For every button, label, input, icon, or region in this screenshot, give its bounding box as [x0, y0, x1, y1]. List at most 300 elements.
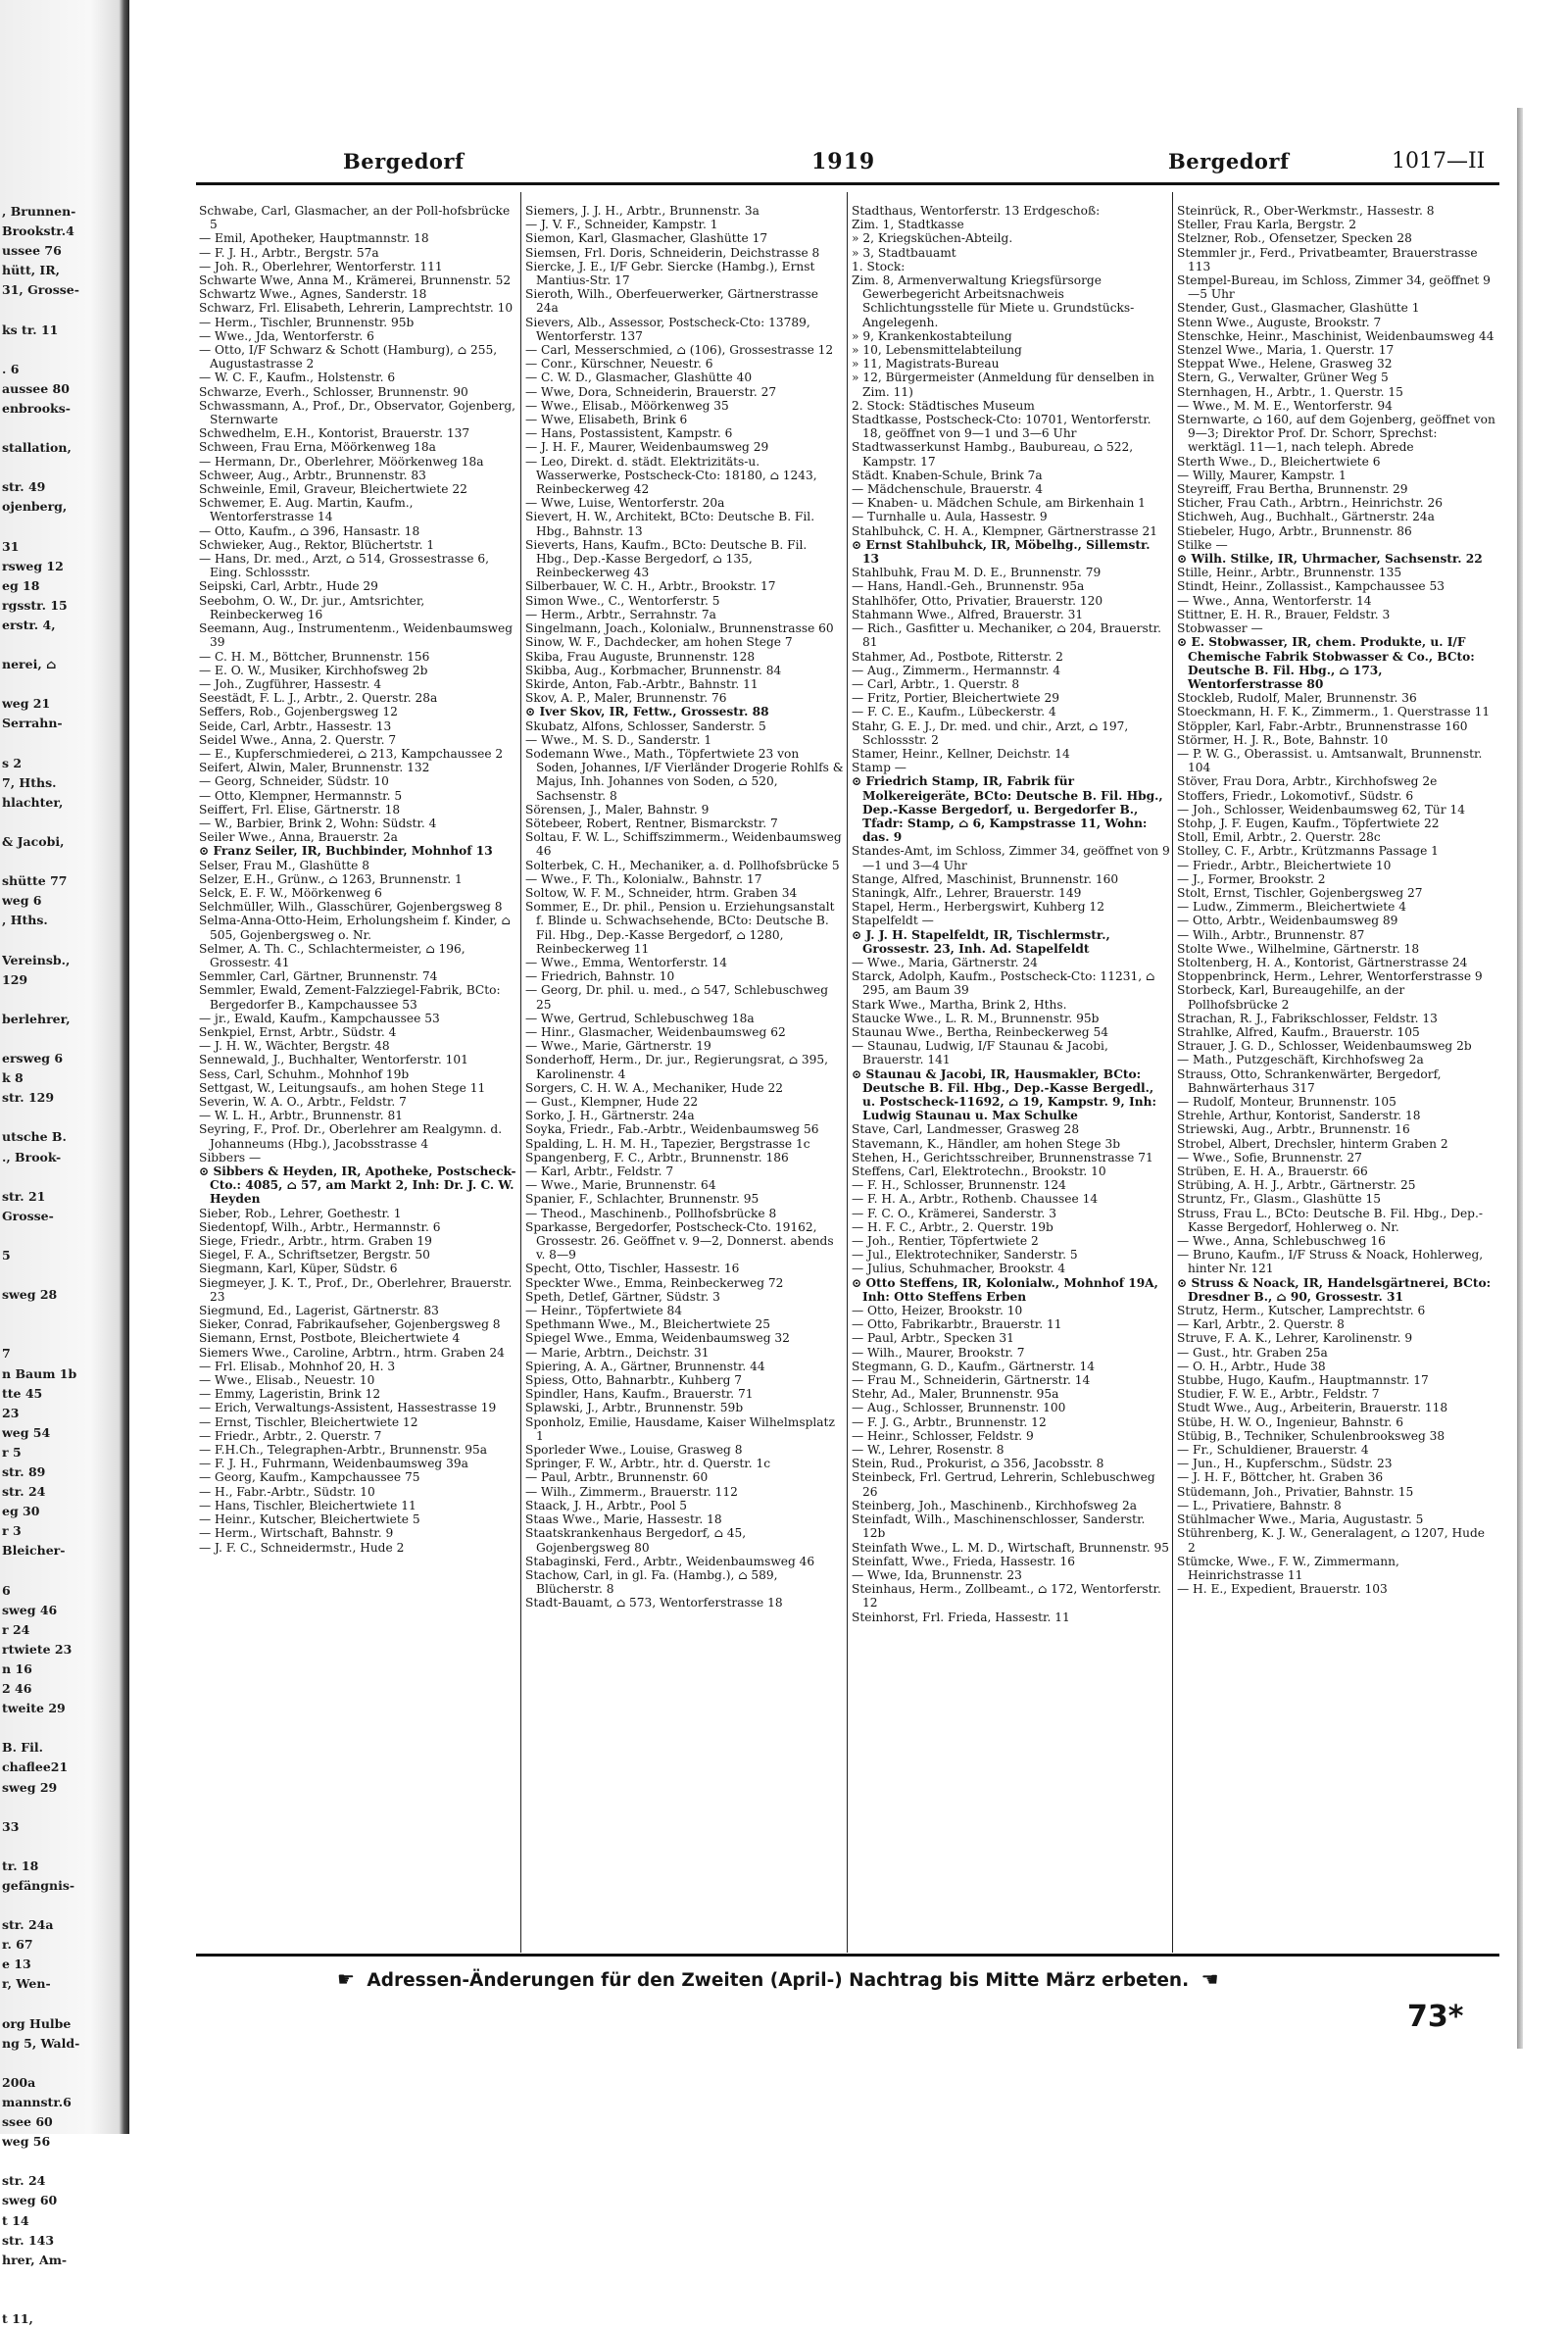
directory-entry: — L., Privatiere, Bahnstr. 8	[1177, 1498, 1342, 1512]
directory-entry: — Karl, Arbtr., Feldstr. 7	[525, 1164, 674, 1179]
directory-entry: Stühlmacher Wwe., Maria, Augustastr. 5	[1177, 1512, 1424, 1527]
directory-entry: Stamp —	[852, 761, 906, 775]
directory-entry: ⊙ Struss & Noack, IR, Handelsgärtnerei, BCto: Dresdner B., ⌂ 90, Grossestr. 31	[1177, 1275, 1492, 1304]
directory-entry: Stilke —	[1177, 537, 1228, 552]
fragment-line: stallation,	[2, 440, 72, 456]
directory-entry: ⊙ Friedrich Stamp, IR, Fabrik für Molkereigeräte, BCto: Deutsche B. Fil. Hbg., Dep.-Kasse Bergedorf, u. Bergedorfer B., Tfadr: Stamp, ⌂ 6, Kampstrasse 11, Wohn: das. 9	[852, 774, 1163, 845]
directory-entry: Seebohm, O. W., Dr. jur., Amtsrichter, Reinbeckerweg 16	[199, 593, 425, 621]
directory-entry: — Wwe, Dora, Schneiderin, Brauerstr. 27	[525, 384, 777, 399]
directory-entry: — Jun., H., Kupferschm., Südstr. 23	[1177, 1457, 1393, 1471]
directory-entry: — Wwe., Anna, Schlebuschweg 16	[1177, 1234, 1386, 1249]
fragment-line: ssee 60	[2, 2114, 53, 2130]
directory-entry: — O. H., Arbtr., Hude 38	[1177, 1359, 1326, 1373]
fragment-line: ussee 76	[2, 243, 62, 259]
column-divider	[1172, 192, 1173, 1953]
directory-entry: Selser, Frau M., Glashütte 8	[199, 858, 370, 872]
directory-entry: ⊙ Sibbers & Heyden, IR, Apotheke, Postscheck-Cto.: 4085, ⌂ 57, am Markt 2, Inh: Dr. J. C. W. Heyden	[199, 1164, 516, 1207]
directory-entry: Sievers, Alb., Assessor, Postscheck-Cto: 13789, Wentorferstr. 137	[525, 315, 810, 343]
directory-entry: Springer, F. W., Arbtr., htr. d. Querstr. 1c	[525, 1457, 771, 1471]
fragment-line: weg 56	[2, 2134, 51, 2150]
directory-column-1	[199, 204, 517, 1949]
directory-entry: Spiegel Wwe., Emma, Weidenbaumsweg 32	[525, 1331, 790, 1346]
directory-entry: Singelmann, Joach., Kolonialw., Brunnenstrasse 60	[525, 621, 834, 636]
directory-entry: Skov, A. P., Maler, Brunnenstr. 76	[525, 691, 727, 706]
previous-page-fragment	[2, 202, 118, 2329]
directory-entry: Stahlbuhk, Frau M. D. E., Brunnenstr. 79	[852, 566, 1102, 580]
directory-entry: Siegmund, Ed., Lagerist, Gärtnerstr. 83	[199, 1304, 439, 1318]
fragment-line	[2, 2290, 118, 2309]
directory-entry: Struss, Frau L., BCto: Deutsche B. Fil. Hbg., Dep.-Kasse Bergedorf, Hohlerweg o. Nr.	[1177, 1206, 1483, 1234]
directory-entry: — Wwe., Emma, Wentorferstr. 14	[525, 955, 727, 969]
fragment-line	[2, 419, 118, 438]
directory-entry: Seifert, Alwin, Maler, Brunnenstr. 132	[199, 761, 430, 775]
directory-entry: Soltau, F. W. L., Schiffszimmerm., Weidenbaumsweg 46	[525, 830, 842, 859]
fragment-line	[2, 2270, 118, 2290]
fragment-line	[2, 852, 118, 871]
directory-entry: Skubatz, Alfons, Schlosser, Sanderstr. 5	[525, 719, 766, 733]
directory-entry: — E. O. W., Musiker, Kirchhofsweg 2b	[199, 663, 428, 677]
directory-entry: — Gust., Klempner, Hude 22	[525, 1095, 699, 1109]
fragment-line: utsche B.	[2, 1129, 67, 1145]
directory-entry: » 2, Kriegsküchen-Abteilg.	[852, 231, 1013, 246]
fragment-line: r 3	[2, 1523, 22, 1539]
fragment-line: sweg 46	[2, 1602, 58, 1617]
directory-entry: Striewski, Aug., Arbtr., Brunnenstr. 16	[1177, 1122, 1410, 1137]
directory-entry: Stolt, Ernst, Tischler, Gojenbergsweg 27	[1177, 885, 1423, 900]
directory-entry: Steinberg, Joh., Maschinenb., Kirchhofsweg 2a	[852, 1498, 1137, 1512]
fragment-line: 31, Grosse-	[2, 282, 79, 298]
directory-entry: Sinow, W. F., Dachdecker, am hohen Stege 7	[525, 635, 793, 650]
directory-entry: Siegmann, Karl, Küper, Südstr. 6	[199, 1262, 398, 1276]
directory-entry: — Wwe., Elisab., Möörkenweg 35	[525, 398, 729, 413]
fragment-line: str. 49	[2, 479, 46, 495]
fragment-line: e 13	[2, 1957, 31, 1972]
directory-entry: — Leo, Direkt. d. städt. Elektrizitäts-u. Wasserwerke, Postscheck-Cto: 18180, ⌂ 1243, Reinbeckerweg 42	[525, 454, 817, 497]
directory-entry: Stoll, Emil, Arbtr., 2. Querstr. 28c	[1177, 830, 1381, 845]
directory-entry: — Hans, Tischler, Bleichertwiete 11	[199, 1498, 416, 1512]
directory-entry: Severin, W. A. O., Arbtr., Feldstr. 7	[199, 1095, 407, 1109]
directory-entry: Seffers, Rob., Gojenbergsweg 12	[199, 705, 398, 719]
directory-entry: — Heinr., Schlosser, Feldstr. 9	[852, 1428, 1034, 1443]
directory-entry: — Bruno, Kaufm., I/F Struss & Noack, Hohlerweg, hinter Nr. 121	[1177, 1248, 1484, 1276]
directory-entry: Strahlke, Alfred, Kaufm., Brauerstr. 105	[1177, 1024, 1420, 1039]
directory-entry: — Willy, Maurer, Kampstr. 1	[1177, 468, 1347, 482]
directory-entry: Siemon, Karl, Glasmacher, Glashütte 17	[525, 231, 768, 246]
fragment-line: r, Wen-	[2, 1976, 51, 1992]
fragment-line	[2, 813, 118, 832]
directory-entry: — Joh., Schlosser, Weidenbaumsweg 62, Tür 14	[1177, 802, 1465, 817]
fragment-line	[2, 2054, 118, 2073]
directory-entry: — Heinr., Töpfertwiete 84	[525, 1304, 683, 1318]
directory-entry: Schween, Frau Erna, Möörkenweg 18a	[199, 440, 436, 455]
directory-entry: » 3, Stadtbauamt	[852, 245, 956, 260]
directory-entry: Seyring, F., Prof. Dr., Oberlehrer am Realgymn. d. Johanneums (Hbg.), Jacobsstrasse 4	[199, 1122, 503, 1151]
directory-entry: Stange, Alfred, Maschinist, Brunnenstr. 160	[852, 871, 1119, 886]
directory-entry: — Wwe., Marie, Brunnenstr. 64	[525, 1178, 716, 1193]
directory-entry: Seemann, Aug., Instrumentenm., Weidenbaumsweg 39	[199, 621, 514, 650]
fragment-line: berlehrer,	[2, 1011, 71, 1026]
directory-entry: Selzer, E.H., Grünw., ⌂ 1263, Brunnenstr. 1	[199, 871, 463, 886]
directory-entry: — J. F. C., Schneidermstr., Hude 2	[199, 1540, 405, 1555]
directory-entry: Stender, Gust., Glasmacher, Glashütte 1	[1177, 301, 1420, 316]
fragment-line: 5	[2, 1247, 11, 1263]
fragment-line	[2, 340, 118, 360]
directory-entry: Stahmann Wwe., Alfred, Brauerstr. 31	[852, 607, 1084, 621]
directory-entry: Sticher, Frau Cath., Arbtrn., Heinrichstr. 26	[1177, 496, 1444, 511]
fragment-line: tte 45	[2, 1385, 43, 1401]
directory-entry: Stabaginski, Ferd., Arbtr., Weidenbaumsweg 46	[525, 1554, 815, 1568]
fragment-line	[2, 1108, 118, 1127]
directory-entry: Steinfatt, Wwe., Frieda, Hassestr. 16	[852, 1554, 1076, 1568]
directory-entry: Spindler, Hans, Kaufm., Brauerstr. 71	[525, 1387, 754, 1402]
directory-entry: Stoeckmann, H. F. K., Zimmerm., 1. Querstrasse 11	[1177, 705, 1491, 719]
directory-entry: Sibbers —	[199, 1150, 262, 1164]
directory-entry: Struntz, Fr., Glasm., Glashütte 15	[1177, 1192, 1381, 1207]
directory-entry: — Emmy, Lageristin, Brink 12	[199, 1387, 381, 1402]
directory-entry: Siege, Friedr., Arbtr., htrm. Graben 19	[199, 1234, 432, 1249]
directory-entry: Seestädt, F. L. J., Arbtr., 2. Querstr. 28a	[199, 691, 438, 706]
directory-entry: Stein, Rud., Prokurist, ⌂ 356, Jacobsstr. 8	[852, 1457, 1104, 1471]
page-edge	[1517, 108, 1523, 2049]
directory-entry: — Otto, Klempner, Hermannstr. 5	[199, 788, 403, 803]
directory-entry: Sorko, J. H., Gärtnerstr. 24a	[525, 1109, 695, 1123]
fragment-line: str. 24	[2, 1484, 46, 1500]
fragment-line	[2, 1226, 118, 1246]
directory-entry: Standes-Amt, im Schloss, Zimmer 34, geöffnet von 9—1 und 3—4 Uhr	[852, 844, 1170, 872]
directory-entry: Stöppler, Karl, Fabr.-Arbtr., Brunnenstrasse 160	[1177, 719, 1468, 733]
directory-entry: — Herm., Tischler, Brunnenstr. 95b	[199, 315, 415, 329]
directory-entry: Seiffert, Frl. Elise, Gärtnerstr. 18	[199, 802, 401, 817]
directory-entry: — F. H. A., Arbtr., Rothenb. Chaussee 14	[852, 1192, 1099, 1207]
directory-entry: — Hinr., Glasmacher, Weidenbaumsweg 62	[525, 1024, 786, 1039]
directory-entry: Stolley, C. F., Arbtr., Krützmanns Passage 1	[1177, 844, 1439, 859]
directory-entry: Stark Wwe., Martha, Brink 2, Hths.	[852, 997, 1067, 1012]
fragment-line: sweg 28	[2, 1287, 58, 1303]
directory-entry: Siemsen, Frl. Doris, Schneiderin, Deichstrasse 8	[525, 245, 820, 260]
directory-entry: Stegmann, G. D., Kaufm., Gärtnerstr. 14	[852, 1359, 1095, 1373]
directory-entry: — Marie, Arbtrn., Deichstr. 31	[525, 1345, 710, 1360]
directory-entry: Spethmann Wwe., M., Bleichertwiete 25	[525, 1317, 771, 1332]
directory-entry: Sieker, Conrad, Fabrikaufseher, Gojenbergsweg 8	[199, 1317, 501, 1332]
fragment-line: Grosse-	[2, 1208, 54, 1223]
directory-entry: Starck, Adolph, Kaufm., Postscheck-Cto: 11231, ⌂ 295, am Baum 39	[852, 969, 1155, 998]
fragment-line	[2, 1265, 118, 1285]
directory-entry: » 10, Lebensmittelabteilung	[852, 343, 1022, 358]
directory-entry: — Wwe., F. Th., Kolonialw., Bahnstr. 17	[525, 871, 762, 886]
directory-entry: Steinhorst, Frl. Frieda, Hassestr. 11	[852, 1610, 1070, 1624]
fragment-line: t 14	[2, 2212, 29, 2228]
directory-entry: Stadtkasse, Postscheck-Cto: 10701, Wentorferstr. 18, geöffnet von 9—1 und 3—6 Uhr	[852, 413, 1152, 441]
fragment-line: enbrooks-	[2, 400, 71, 416]
directory-entry: Stiebeler, Hugo, Arbtr., Brunnenstr. 86	[1177, 523, 1412, 538]
fragment-line: s 2	[2, 755, 23, 770]
directory-entry: Stapel, Herm., Herbergswirt, Kuhberg 12	[852, 900, 1104, 915]
directory-entry: — Joh. R., Oberlehrer, Wentorferstr. 111	[199, 259, 443, 273]
fragment-line: rtwiete 23	[2, 1641, 73, 1657]
directory-entry: Staatskrankenhaus Bergedorf, ⌂ 45, Gojenbergsweg 80	[525, 1526, 747, 1555]
directory-entry: Stoltenberg, H. A., Kontorist, Gärtnerstrasse 24	[1177, 955, 1468, 969]
directory-entry: Sieverts, Hans, Kaufm., BCto: Deutsche B. Fil. Hbg., Dep.-Kasse Bergedorf, ⌂ 135, Reinbeckerweg 43	[525, 537, 808, 580]
directory-entry: — Friedr., Arbtr., Bleichertwiete 10	[1177, 858, 1392, 872]
directory-entry: Stahr, G. E. J., Dr. med. und chir., Arzt, ⌂ 197, Schlossstr. 2	[852, 719, 1129, 747]
directory-entry: — Georg, Dr. phil. u. med., ⌂ 547, Schlebuschweg 25	[525, 983, 829, 1012]
directory-entry: Specht, Otto, Tischler, Hassestr. 16	[525, 1262, 740, 1276]
directory-entry: — Wwe, Luise, Wentorferstr. 20a	[525, 496, 725, 511]
directory-entry: Storbeck, Karl, Bureaugehilfe, an der Pollhofsbrücke 2	[1177, 983, 1405, 1012]
directory-entry: Siedentopf, Wilh., Arbtr., Hermannstr. 6	[199, 1219, 441, 1234]
fragment-line: r 5	[2, 1444, 22, 1460]
directory-entry: — Georg, Schneider, Südstr. 10	[199, 774, 389, 789]
directory-column-3	[852, 204, 1170, 1949]
directory-entry: Spangenberg, F. C., Arbtr., Brunnenstr. 186	[525, 1150, 789, 1164]
directory-entry: — Wwe., M. M. E., Wentorferstr. 94	[1177, 398, 1393, 413]
directory-entry: Spanier, F., Schlachter, Brunnenstr. 95	[525, 1192, 760, 1207]
fragment-line: tweite 29	[2, 1701, 66, 1716]
directory-entry: — Otto, Kaufm., ⌂ 396, Hansastr. 18	[199, 523, 420, 538]
directory-entry: Stübe, H. W. O., Ingenieur, Bahnstr. 6	[1177, 1414, 1404, 1429]
directory-entry: — Paul, Arbtr., Specken 31	[852, 1331, 1014, 1346]
directory-entry: Sorgers, C. H. W. A., Mechaniker, Hude 22	[525, 1080, 784, 1095]
directory-entry: Staningk, Alfr., Lehrer, Brauerstr. 149	[852, 885, 1082, 900]
directory-entry: — Fritz, Portier, Bleichertwiete 29	[852, 691, 1060, 706]
directory-entry: — Wilh., Zimmerm., Brauerstr. 112	[525, 1484, 738, 1499]
directory-entry: Stittner, E. H. R., Brauer, Feldstr. 3	[1177, 607, 1391, 621]
directory-entry: — P. W. G., Oberassist. u. Amtsanwalt, Brunnenstr. 104	[1177, 746, 1483, 775]
fragment-line	[2, 990, 118, 1010]
directory-entry: Spiess, Otto, Bahnarbtr., Kuhberg 7	[525, 1373, 743, 1388]
directory-entry: — Otto, Fabrikarbtr., Brauerstr. 11	[852, 1317, 1062, 1332]
directory-entry: Sommer, E., Dr. phil., Pension u. Erziehungsanstalt f. Blinde u. Schwachsehende, BCto: Deutsche B. Fil. Hbg., Dep.-Kasse Bergedorf, ⌂ 1280, Reinbeckerweg 11	[525, 900, 835, 956]
running-header	[188, 149, 1560, 178]
directory-entry: Strübing, A. H. J., Arbtr., Gärtnerstr. 25	[1177, 1178, 1416, 1193]
fragment-line: Vereinsb.,	[2, 952, 71, 967]
directory-entry: Sieber, Rob., Lehrer, Goethestr. 1	[199, 1206, 402, 1220]
directory-entry: — J., Former, Brookstr. 2	[1177, 871, 1326, 886]
directory-entry: Schwedhelm, E.H., Kontorist, Brauerstr. 137	[199, 426, 470, 441]
directory-entry: — Wilh., Maurer, Brookstr. 7	[852, 1345, 1025, 1360]
header-year: 1919	[811, 149, 876, 174]
directory-entry: — Herm., Wirtschaft, Bahnstr. 9	[199, 1526, 394, 1541]
directory-entry: Stoppenbrinck, Herm., Lehrer, Wentorferstrasse 9	[1177, 969, 1483, 984]
directory-entry: Stenschke, Heinr., Maschinist, Weidenbaumsweg 44	[1177, 328, 1494, 343]
fragment-line: hrer, Am-	[2, 2252, 68, 2267]
directory-entry: Skibba, Aug., Korbmacher, Brunnenstr. 84	[525, 663, 782, 677]
directory-entry: Stahlbuhck, C. H. A., Klempner, Gärtnerstrasse 21	[852, 523, 1157, 538]
directory-entry: Stohp, J. F. Eugen, Kaufm., Töpfertwiete 22	[1177, 816, 1440, 830]
header-place-left: Bergedorf	[343, 149, 465, 173]
directory-entry: Stobwasser —	[1177, 621, 1263, 636]
directory-entry: Staucke Wwe., L. R. M., Brunnenstr. 95b	[852, 1011, 1100, 1025]
directory-entry: Steinfadt, Wilh., Maschinenschlosser, Sanderstr. 12b	[852, 1512, 1146, 1541]
directory-entry: — F. C. O., Krämerei, Sanderstr. 3	[852, 1206, 1056, 1220]
directory-entry: Sternwarte, ⌂ 160, auf dem Gojenberg, geöffnet von 9—3; Direktor Prof. Dr. Schorr, Sprechst: werktägl. 11—1, nach teleph. Abrede	[1177, 413, 1495, 455]
directory-entry: Zim. 8, Armenverwaltung Kriegsfürsorge Gewerbegericht Arbeitsnachweis Schlichtungsstelle für Miete u. Grundstücks-Angelegenh.	[852, 273, 1135, 329]
directory-entry: — F. J. H., Fuhrmann, Weidenbaumsweg 39a	[199, 1457, 468, 1471]
directory-entry: Sieroth, Wilh., Oberfeuerwerker, Gärtnerstrasse 24a	[525, 287, 819, 316]
directory-entry: — Joh., Rentier, Töpfertwiete 2	[852, 1234, 1039, 1249]
directory-entry: Stahmer, Ad., Postbote, Ritterstr. 2	[852, 649, 1063, 664]
directory-entry: — J. H. F., Böttcher, ht. Graben 36	[1177, 1470, 1384, 1485]
directory-entry: — Frl. Elisab., Mohnhof 20, H. 3	[199, 1359, 396, 1373]
fragment-line	[2, 1798, 118, 1817]
directory-entry: — H. E., Expedient, Brauerstr. 103	[1177, 1582, 1388, 1597]
pointing-hand-icon: ☛	[337, 1967, 355, 1991]
directory-entry: — Wwe, Ida, Brunnenstr. 23	[852, 1567, 1022, 1582]
directory-entry: — J. H. W., Wächter, Bergstr. 48	[199, 1039, 390, 1054]
directory-entry: Semmler, Carl, Gärtner, Brunnenstr. 74	[199, 969, 438, 984]
directory-entry: — Turnhalle u. Aula, Hassestr. 9	[852, 510, 1048, 524]
directory-entry: Schweinle, Emil, Graveur, Bleichertwiete 22	[199, 482, 467, 497]
directory-column-4	[1177, 204, 1495, 1949]
fragment-line	[2, 1167, 118, 1187]
fragment-line: Brookstr.4	[2, 223, 74, 239]
directory-entry: » 11, Magistrats-Bureau	[852, 357, 1000, 372]
fragment-line: str. 89	[2, 1464, 46, 1479]
directory-entry: Seidel Wwe., Anna, 2. Querstr. 7	[199, 732, 397, 747]
fragment-line: 7	[2, 1346, 11, 1362]
directory-entry: ⊙ Otto Steffens, IR, Kolonialw., Mohnhof 19A, Inh: Otto Steffens Erben	[852, 1275, 1158, 1304]
fragment-line	[2, 930, 118, 950]
directory-entry: — Emil, Apotheker, Hauptmannstr. 18	[199, 231, 429, 246]
directory-entry: — Wwe, Elisabeth, Brink 6	[525, 413, 688, 427]
fragment-line	[2, 1561, 118, 1580]
fragment-line: k 8	[2, 1070, 24, 1086]
directory-entry: Strutz, Herm., Kutscher, Lamprechtstr. 6	[1177, 1304, 1426, 1318]
directory-entry: Stüdemann, Joh., Privatier, Bahnstr. 15	[1177, 1484, 1414, 1499]
footer-notice	[331, 1967, 1409, 1991]
directory-entry: — H. F. C., Arbtr., 2. Querstr. 19b	[852, 1219, 1054, 1234]
directory-entry: — Staunau, Ludwig, I/F Staunau & Jacobi, Brauerstr. 141	[852, 1039, 1108, 1067]
directory-entry: ⊙ Iver Skov, IR, Fettw., Grossestr. 88	[525, 705, 769, 719]
directory-entry: Selchmüller, Wilh., Glasschürer, Gojenbergsweg 8	[199, 900, 503, 915]
column-divider	[520, 192, 521, 1953]
fragment-line: rgsstr. 15	[2, 597, 68, 613]
fragment-line: gefängnis-	[2, 1877, 75, 1893]
fragment-line: B. Fil.	[2, 1740, 43, 1756]
directory-entry: Semmler, Ewald, Zement-Falzziegel-Fabrik, BCto: Bergedorfer B., Kampchaussee 53	[199, 983, 501, 1012]
directory-entry: Stadt-Bauamt, ⌂ 573, Wentorferstrasse 18	[525, 1596, 783, 1610]
directory-entry: — Wwe., Elisab., Neuestr. 10	[199, 1373, 375, 1388]
directory-entry: Stehr, Ad., Maler, Brunnenstr. 95a	[852, 1387, 1059, 1402]
directory-entry: Selma-Anna-Otto-Heim, Erholungsheim f. Kinder, ⌂ 505, Gojenbergsweg o. Nr.	[199, 914, 511, 942]
directory-entry: Studier, F. W. E., Arbtr., Feldstr. 7	[1177, 1387, 1380, 1402]
directory-entry: Struve, F. A. K., Lehrer, Karolinenstr. 9	[1177, 1331, 1413, 1346]
fragment-line: 129	[2, 971, 28, 987]
fragment-line: Serrahn-	[2, 716, 63, 731]
directory-entry: Schwassmann, A., Prof., Dr., Observator, Gojenberg, Sternwarte	[199, 398, 516, 427]
directory-entry: — C. H. M., Böttcher, Brunnenstr. 156	[199, 649, 430, 664]
directory-entry: — Wwe, Gertrud, Schlebuschweg 18a	[525, 1011, 755, 1025]
fragment-line: 33	[2, 1818, 20, 1834]
directory-entry: Stern, G., Verwalter, Grüner Weg 5	[1177, 371, 1389, 385]
directory-entry: Städt. Knaben-Schule, Brink 7a	[852, 468, 1043, 482]
directory-entry: — Herm., Arbtr., Serrahnstr. 7a	[525, 607, 716, 621]
directory-entry: — Wwe., Anna, Wentorferstr. 14	[1177, 593, 1372, 608]
fragment-line: 23	[2, 1405, 20, 1420]
directory-entry: — W. L. H., Arbtr., Brunnenstr. 81	[199, 1109, 404, 1123]
fragment-line: mannstr.6	[2, 2095, 72, 2109]
fragment-line	[2, 300, 118, 320]
fragment-line: aussee 80	[2, 380, 70, 396]
directory-entry: Stille, Heinr., Arbtr., Brunnenstr. 135	[1177, 566, 1402, 580]
directory-entry: Stamer, Heinr., Kellner, Deichstr. 14	[852, 746, 1070, 761]
directory-entry: 1. Stock:	[852, 259, 906, 273]
directory-entry: Steinfath Wwe., L. M. D., Wirtschaft, Brunnenstr. 95	[852, 1540, 1169, 1555]
fragment-line: hütt, IR,	[2, 263, 61, 278]
fragment-line: ersweg 6	[2, 1051, 64, 1066]
fragment-line: 2 46	[2, 1681, 32, 1697]
fragment-line: sweg 60	[2, 2193, 58, 2208]
directory-entry: Staas Wwe., Marie, Hassestr. 18	[525, 1512, 722, 1527]
directory-entry: Siemann, Ernst, Postbote, Bleichertwiete 4	[199, 1331, 461, 1346]
fragment-line: 6	[2, 1582, 11, 1598]
directory-entry: — Ludw., Zimmerm., Bleichertwiete 4	[1177, 900, 1406, 915]
directory-entry: — Friedrich, Bahnstr. 10	[525, 969, 675, 984]
directory-entry: Sonderhoff, Herm., Dr. jur., Regierungsrat, ⌂ 395, Karolinenstr. 4	[525, 1053, 829, 1081]
directory-entry: — Wwe., Sofie, Brunnenstr. 27	[1177, 1150, 1362, 1164]
directory-entry: Stave, Carl, Landmesser, Grasweg 28	[852, 1122, 1080, 1137]
fragment-line	[2, 1896, 118, 1915]
directory-entry: — Mädchenschule, Brauerstr. 4	[852, 482, 1044, 497]
fragment-line	[2, 674, 118, 694]
directory-entry: — Otto, Heizer, Brookstr. 10	[852, 1304, 1023, 1318]
directory-entry: Siemers Wwe., Caroline, Arbtrn., htrm. Graben 24	[199, 1345, 505, 1360]
directory-entry: Zim. 1, Stadtkasse	[852, 218, 964, 232]
fragment-line: str. 143	[2, 2232, 55, 2248]
fragment-line: chaflee21	[2, 1759, 69, 1775]
directory-entry: Stübig, B., Techniker, Schulenbrooksweg 38	[1177, 1428, 1446, 1443]
directory-entry: Strauer, J. G. D., Schlosser, Weidenbaumsweg 2b	[1177, 1039, 1472, 1054]
directory-entry: » 9, Krankenkostabteilung	[852, 328, 1012, 343]
fragment-line	[2, 518, 118, 537]
fragment-line	[2, 635, 118, 655]
directory-entry: Stichweh, Aug., Buchhalt., Gärtnerstr. 24a	[1177, 510, 1435, 524]
fragment-line: & Jacobi,	[2, 834, 65, 849]
directory-entry: Schwemer, E. Aug. Martin, Kaufm., Wentorferstrasse 14	[199, 496, 414, 524]
fragment-line: n 16	[2, 1660, 32, 1676]
directory-entry: — J. H. F., Maurer, Weidenbaumsweg 29	[525, 440, 769, 455]
fragment-line: str. 129	[2, 1090, 55, 1106]
directory-entry: Stolte Wwe., Wilhelmine, Gärtnerstr. 18	[1177, 941, 1420, 956]
directory-entry: — Wilh., Arbtr., Brunnenstr. 87	[1177, 927, 1365, 942]
directory-entry: Sodemann Wwe., Math., Töpfertwiete 23 von Soden, Johannes, I/F Vierländer Drogerie Rohlfs & Majus, Inh. Johannes von Soden, ⌂ 520, Sachsenstr. 8	[525, 746, 844, 803]
fragment-line: hlachter,	[2, 794, 64, 810]
directory-entry: Siercke, J. E., I/F Gebr. Siercke (Hambg.), Ernst Mantius-Str. 17	[525, 259, 815, 288]
fragment-line: ojenberg,	[2, 499, 68, 515]
directory-entry: Strobel, Albert, Drechsler, hinterm Graben 2	[1177, 1136, 1448, 1151]
directory-entry: Staunau Wwe., Bertha, Reinbeckerweg 54	[852, 1024, 1108, 1039]
directory-entry: — H., Fabr.-Arbtr., Südstr. 10	[199, 1484, 375, 1499]
directory-entry: — Hans, Dr. med., Arzt, ⌂ 514, Grossestrasse 6, Eing. Schlossstr.	[199, 552, 489, 580]
directory-entry: Studt Wwe., Aug., Arbeiterin, Brauerstr. 118	[1177, 1401, 1448, 1415]
directory-entry: Sparkasse, Bergedorfer, Postscheck-Cto. 19162, Grossestr. 26. Geöffnet v. 9—2, Donnerst. abends v. 8—9	[525, 1219, 834, 1263]
fragment-line: shütte 77	[2, 873, 68, 889]
directory-entry: — Fr., Schuldiener, Brauerstr. 4	[1177, 1443, 1369, 1458]
directory-entry: Steller, Frau Karla, Bergstr. 2	[1177, 218, 1357, 232]
directory-entry: Solterbek, C. H., Mechaniker, a. d. Pollhofsbrücke 5	[525, 858, 840, 872]
directory-entry: — Math., Putzgeschäft, Kirchhofsweg 2a	[1177, 1053, 1424, 1067]
directory-entry: Schwieker, Aug., Rektor, Blüchertstr. 1	[199, 537, 435, 552]
directory-entry: 2. Stock: Städtisches Museum	[852, 398, 1035, 413]
fragment-line: ks tr. 11	[2, 322, 59, 337]
directory-entry: — Rudolf, Monteur, Brunnenstr. 105	[1177, 1095, 1396, 1109]
directory-entry: Strehle, Arthur, Kontorist, Sanderstr. 18	[1177, 1109, 1421, 1123]
fragment-line: n Baum 1b	[2, 1365, 77, 1381]
directory-entry: — F. J. H., Arbtr., Bergstr. 57a	[199, 245, 379, 260]
directory-entry: Skiba, Frau Auguste, Brunnenstr. 128	[525, 649, 756, 664]
directory-entry: — C. W. D., Glasmacher, Glashütte 40	[525, 371, 753, 385]
directory-entry: Staack, J. H., Arbtr., Pool 5	[525, 1498, 688, 1512]
